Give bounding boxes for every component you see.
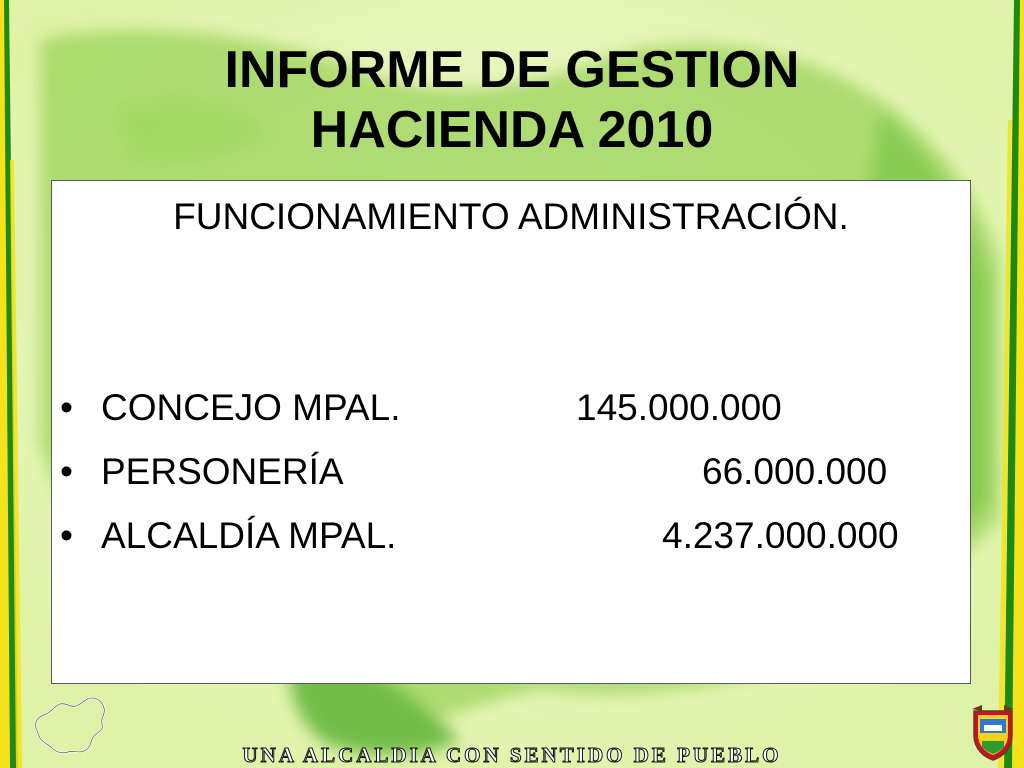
footer-slogan: UNA ALCALDIA CON SENTIDO DE PUEBLO <box>242 743 782 767</box>
bullet-icon: • <box>60 515 73 556</box>
coat-of-arms-icon <box>970 705 1016 761</box>
title-line-1: INFORME DE GESTION <box>224 41 800 99</box>
item-label: ALCALDÍA MPAL. <box>101 515 397 556</box>
item-value: 4.237.000.000 <box>662 515 899 556</box>
item-value: 66.000.000 <box>702 451 888 492</box>
item-value: 145.000.000 <box>576 387 782 428</box>
title-line-2: HACIENDA 2010 <box>310 101 714 159</box>
slide-title <box>60 40 964 160</box>
bullet-icon: • <box>60 451 73 492</box>
list-item <box>52 514 970 578</box>
item-label: PERSONERÍA <box>101 451 344 492</box>
budget-list <box>52 386 970 578</box>
bullet-icon: • <box>60 387 73 428</box>
list-item <box>52 386 970 450</box>
content-box <box>51 180 971 684</box>
item-label: CONCEJO MPAL. <box>101 387 401 428</box>
list-item <box>52 450 970 514</box>
section-subtitle: FUNCIONAMIENTO ADMINISTRACIÓN. <box>173 196 849 237</box>
